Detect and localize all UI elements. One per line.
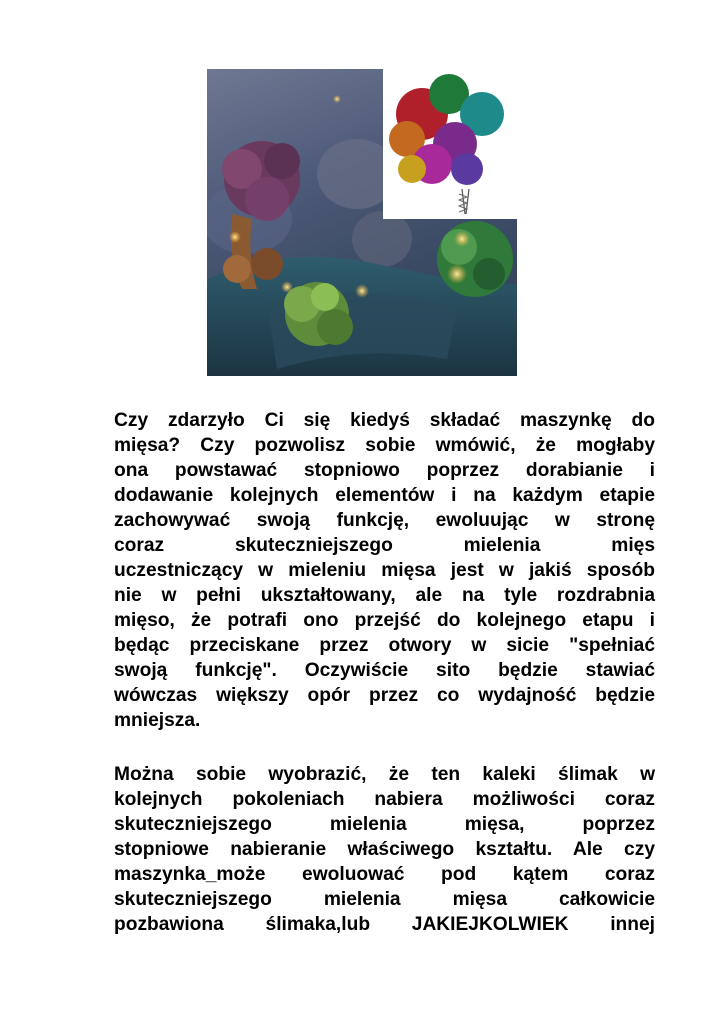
- text-line: wówczas większy opór przez co wydajność będzie: [114, 685, 655, 706]
- text-line: zachowywać swoją funkcję, ewoluując w stronę: [114, 510, 655, 531]
- molecular-machine-illustration: [207, 69, 517, 376]
- text-line: coraz skuteczniejszego mielenia mięs: [114, 535, 655, 556]
- molecular-machine-image: [207, 69, 517, 376]
- text-line: nie w pełni ukształtowany, ale na tyle rozdrabnia: [114, 585, 655, 606]
- text-line: kolejnych pokoleniach nabiera możliwości coraz: [114, 789, 655, 810]
- text-line: maszynka_może ewoluować pod kątem coraz: [114, 864, 655, 885]
- text-line: mięsa? Czy pozwolisz sobie wmówić, że mogłaby: [114, 435, 655, 456]
- text-line: swoją funkcję". Oczywiście sito będzie stawiać: [114, 660, 655, 681]
- text-line: skuteczniejszego mielenia mięsa całkowicie: [114, 889, 655, 910]
- text-line: pozbawiona ślimaka,lub JAKIEJKOLWIEK innej: [114, 914, 655, 935]
- text-line: dodawanie kolejnych elementów i na każdym etapie: [114, 485, 655, 506]
- paragraph-gap: [114, 733, 655, 762]
- text-line: uczestniczący w mieleniu mięsa jest w jakiś sposób: [114, 560, 655, 581]
- paragraph-1: [114, 408, 655, 733]
- article-text: [114, 408, 655, 937]
- text-line: będąc przeciskane przez otwory w sicie "spełniać: [114, 635, 655, 656]
- paragraph-2: [114, 762, 655, 937]
- text-line: mięso, że potrafi ono przejść do kolejnego etapu i: [114, 610, 655, 631]
- text-line: skuteczniejszego mielenia mięsa, poprzez: [114, 814, 655, 835]
- text-line: mniejsza.: [114, 710, 201, 731]
- text-line: ona powstawać stopniowo poprzez dorabianie i: [114, 460, 655, 481]
- text-line: Można sobie wyobrazić, że ten kaleki ślimak w: [114, 764, 655, 785]
- text-line: stopniowe nabieranie właściwego kształtu. Ale czy: [114, 839, 655, 860]
- text-line: Czy zdarzyło Ci się kiedyś składać maszynkę do: [114, 410, 655, 431]
